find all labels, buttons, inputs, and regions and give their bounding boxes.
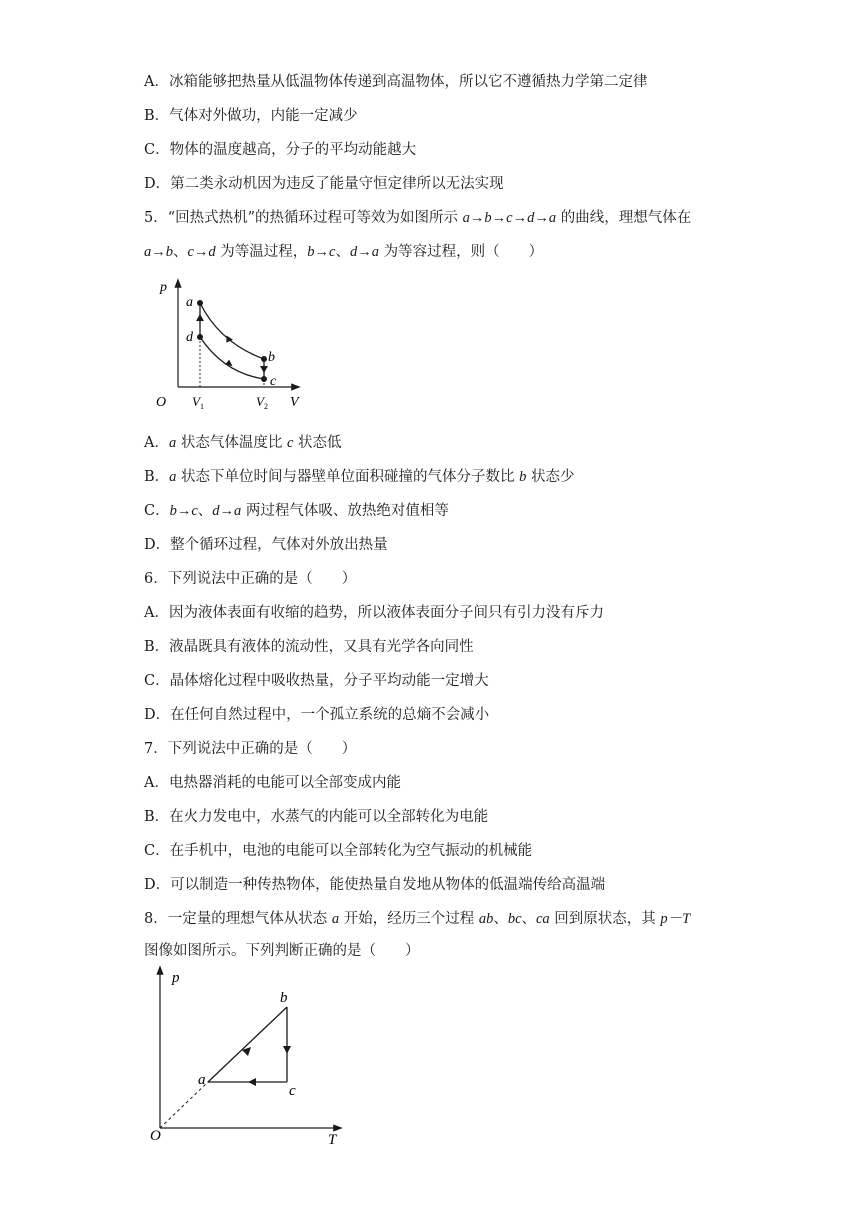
q6-option-d: D．在任何自然过程中，一个孤立系统的总熵不会减小 [144,707,490,723]
q5-arrow-da [196,314,204,321]
q7-stem: 7．下列说法中正确的是（ ） [144,741,357,757]
option-letter: B． [144,469,170,485]
q5-option-d: D．整个循环过程，气体对外放出热量 [144,537,388,553]
q5-axis-label-v: V [290,395,299,410]
q5-point-a [197,300,203,306]
q5-process-bc: b→c [307,244,336,260]
q7-option-d: D．可以制造一种传热物体，能使热量自发地从物体的低温端传给高温端 [144,877,606,893]
process-ca: ca [536,911,550,927]
q6-option-b: B．液晶既具有液体的流动性，又具有光学各向同性 [144,639,474,655]
option-text: 状态下单位时间与器壁单位面积碰撞的气体分子数比 [176,469,520,485]
process-bc: b→c [169,503,198,519]
q5-origin-label: O [156,395,167,410]
q5-stem-text: 5．“回热式热机”的热循环过程可等效为如图所示 [144,210,463,226]
state-b: b [519,469,527,485]
q5-option-a [144,433,342,453]
q8-axis-label-p: p [172,970,180,986]
process-bc: bc [507,911,522,927]
option-letter: A． [144,435,169,451]
q5-label-v2: $V_2$ [256,394,268,411]
q4-option-d: D．第二类永动机因为违反了能量守恒定律所以无法实现 [144,176,504,192]
q8-pt-diagram [140,962,350,1148]
q5-isotherm-ab [200,303,264,359]
q7-option-b: B．在火力发电中，水蒸气的内能可以全部转化为电能 [144,809,489,825]
q5-stem-line2 [144,242,543,262]
q5-axis-label-p: p [160,280,167,295]
q5-point-b [261,356,267,362]
q5-option-b [144,467,574,487]
q5-process-da: d→a [349,244,379,260]
q6-stem: 6．下列说法中正确的是（ ） [144,571,357,587]
q5-stem-text: 的曲线，理想气体在 [556,210,692,226]
q5-process-cd: c→d [187,244,216,260]
q8-label-b: b [280,990,288,1006]
q8-stem-text: 8．一定量的理想气体从状态 [144,911,332,927]
separator: 、 [197,503,213,519]
option-text: 状态低 [293,435,342,451]
q4-option-a: A．冰箱能够把热量从低温物体传递到高温物体，所以它不遵循热力学第二定律 [144,74,648,90]
q6-option-a: A．因为液体表面有收缩的趋势，所以液体表面分子间只有引力没有斥力 [144,605,604,621]
separator: 、 [493,911,508,927]
option-text: 两过程气体吸、放热绝对值相等 [241,503,449,519]
q5-pv-diagram [150,275,310,420]
q4-option-c: C．物体的温度越高，分子的平均动能越大 [144,142,417,158]
q8-arrow-ca [248,1078,256,1086]
q5-option-c [144,501,449,521]
q5-stem-line1 [144,208,691,228]
q6-option-c: C．晶体熔化过程中吸收热量，分子平均动能一定增大 [144,673,489,689]
q8-axis-label-t: T [328,1132,337,1148]
q8-label-c: c [289,1083,296,1099]
q5-point-c [261,376,267,382]
q8-stem-text: 开始，经历三个过程 [339,911,479,927]
q5-point-d [197,334,203,340]
state-c: c [286,435,294,451]
option-text: 状态少 [526,469,575,485]
q5-arrow-bc [260,366,268,373]
q5-isotherm-cd [200,337,264,379]
q8-arrow-bc [283,1046,291,1054]
process-da: d→a [212,503,242,519]
q5-label-d: d [186,330,193,345]
q5-label-c: c [270,374,277,389]
q8-dashed-extension [160,1082,208,1128]
q8-stem-line2: 图像如图所示。下列判断正确的是（ ） [144,943,420,959]
q8-label-a: a [198,1072,206,1088]
state-a: a [169,469,177,485]
pt-label: p－T [660,911,691,927]
q8-stem-text: 回到原状态，其 [549,911,661,927]
q5-cycle-sequence: a→b→c→d→a [462,210,557,226]
option-text: 状态气体温度比 [176,435,287,451]
q5-process-ab: a→b [144,244,173,260]
q7-option-a: A．电热器消耗的电能可以全部变成内能 [144,775,401,791]
q4-option-b: B．气体对外做功，内能一定减少 [144,108,358,124]
process-ab: ab [478,911,494,927]
q5-stem-text: 为等容过程，则（ ） [378,244,544,260]
q5-label-b: b [268,350,275,365]
q5-stem-text: 为等温过程， [215,244,308,260]
q5-label-v1: $V_1$ [192,394,204,411]
separator: 、 [173,244,188,260]
option-letter: C． [144,503,170,519]
q8-stem-line1 [144,909,690,929]
separator: 、 [335,244,350,260]
state-a: a [331,911,340,927]
q8-process-ab [208,1007,287,1082]
state-a: a [168,435,177,451]
q7-option-c: C．在手机中，电池的电能可以全部转化为空气振动的机械能 [144,843,533,859]
q5-label-a: a [186,295,193,310]
q8-origin-label: O [150,1128,161,1144]
separator: 、 [521,911,536,927]
